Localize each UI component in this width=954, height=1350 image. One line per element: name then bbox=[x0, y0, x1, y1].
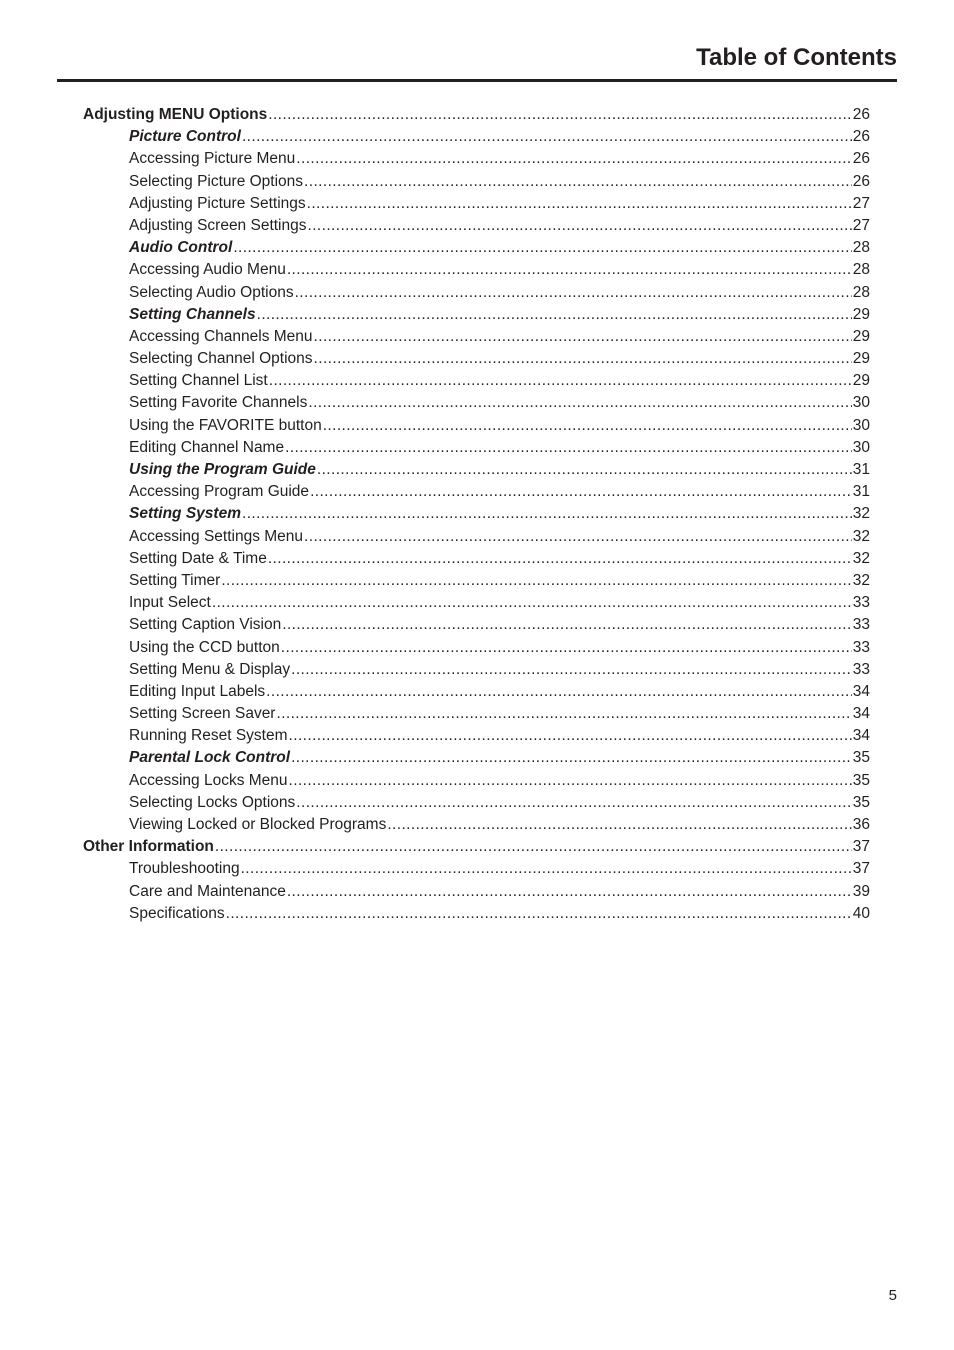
toc-entry-page: 30 bbox=[852, 416, 870, 434]
toc-entry-page: 27 bbox=[852, 216, 870, 234]
toc-entry-title: Setting System bbox=[129, 505, 241, 523]
toc-entry-title: Setting Channel List bbox=[129, 372, 268, 390]
toc-entry-page: 27 bbox=[852, 194, 870, 212]
dot-leader bbox=[215, 836, 852, 858]
toc-entry-page: 37 bbox=[852, 860, 870, 878]
dot-leader bbox=[310, 481, 852, 503]
toc-entry-page: 34 bbox=[852, 705, 870, 723]
toc-entry-title: Accessing Channels Menu bbox=[129, 327, 313, 345]
dot-leader bbox=[304, 526, 852, 548]
toc-entry-title: Setting Channels bbox=[129, 305, 256, 323]
dot-leader bbox=[268, 548, 852, 570]
toc-entry[interactable] bbox=[83, 481, 870, 503]
dot-leader bbox=[233, 237, 851, 259]
toc-entry-title: Other Information bbox=[83, 838, 214, 856]
dot-leader bbox=[295, 282, 852, 304]
toc-entry-title: Care and Maintenance bbox=[129, 882, 286, 900]
toc-entry-page: 32 bbox=[852, 505, 870, 523]
toc-entry[interactable] bbox=[83, 703, 870, 725]
dot-leader bbox=[308, 392, 851, 414]
toc-entry[interactable] bbox=[83, 725, 870, 747]
toc-entry-title: Adjusting MENU Options bbox=[83, 106, 268, 123]
toc-entry[interactable] bbox=[83, 326, 870, 348]
dot-leader bbox=[317, 459, 852, 481]
dot-leader bbox=[287, 881, 852, 903]
toc-section-entry[interactable] bbox=[83, 503, 870, 525]
toc-entry[interactable] bbox=[83, 392, 870, 414]
dot-leader bbox=[241, 858, 852, 880]
toc-entry[interactable] bbox=[83, 592, 870, 614]
dot-leader bbox=[221, 570, 851, 592]
toc-entry-page: 29 bbox=[852, 305, 870, 323]
toc-entry-title: Setting Menu & Display bbox=[129, 660, 291, 678]
dot-leader bbox=[269, 370, 852, 392]
dot-leader bbox=[281, 637, 852, 659]
page-title: Table of Contents bbox=[696, 44, 897, 71]
toc-section-entry[interactable] bbox=[83, 304, 870, 326]
dot-leader bbox=[289, 725, 852, 747]
toc-entry-title: Accessing Audio Menu bbox=[129, 261, 286, 279]
toc-entry-page: 35 bbox=[852, 749, 870, 767]
toc-entry-page: 28 bbox=[852, 261, 870, 279]
toc-entry-page: 34 bbox=[852, 682, 870, 700]
toc-entry-title: Troubleshooting bbox=[129, 860, 240, 878]
dot-leader bbox=[226, 903, 852, 925]
toc-entry-page: 32 bbox=[852, 549, 870, 567]
toc-entry-title: Setting Favorite Channels bbox=[129, 394, 308, 412]
toc-entry-title: Using the FAVORITE button bbox=[129, 416, 322, 434]
toc-section-entry[interactable] bbox=[83, 747, 870, 769]
toc-section-entry[interactable] bbox=[83, 237, 870, 259]
toc-entry-title: Accessing Locks Menu bbox=[129, 771, 288, 789]
toc-entry-title: Editing Input Labels bbox=[129, 682, 266, 700]
dot-leader bbox=[323, 415, 852, 437]
toc-entry-title: Setting Screen Saver bbox=[129, 705, 276, 723]
toc-entry-page: 29 bbox=[852, 327, 870, 345]
toc-entry-title: Accessing Picture Menu bbox=[129, 150, 296, 168]
toc-entry[interactable] bbox=[83, 814, 870, 836]
toc-entry[interactable] bbox=[83, 348, 870, 370]
toc-entry-page: 33 bbox=[852, 660, 870, 678]
toc-entry-page: 26 bbox=[852, 128, 870, 146]
toc-entry-title: Running Reset System bbox=[129, 727, 288, 745]
toc-section-entry[interactable] bbox=[83, 126, 870, 148]
title-divider bbox=[57, 79, 897, 82]
toc-entry-page: 30 bbox=[852, 394, 870, 412]
toc-entry-page: 29 bbox=[852, 350, 870, 368]
dot-leader bbox=[304, 171, 852, 193]
dot-leader bbox=[266, 681, 852, 703]
toc-entry[interactable] bbox=[83, 903, 870, 925]
toc-entry[interactable] bbox=[83, 282, 870, 304]
toc-entry-title: Adjusting Picture Settings bbox=[129, 194, 306, 212]
toc-entry-title: Accessing Program Guide bbox=[129, 483, 310, 501]
dot-leader bbox=[308, 215, 852, 237]
toc-entry-title: Selecting Picture Options bbox=[129, 172, 304, 190]
toc-entry-page: 28 bbox=[852, 239, 870, 257]
dot-leader bbox=[291, 747, 852, 769]
toc-entry-title: Viewing Locked or Blocked Programs bbox=[129, 816, 387, 833]
dot-leader bbox=[291, 659, 852, 681]
toc-section-entry[interactable] bbox=[83, 459, 870, 481]
toc-entry-page: 32 bbox=[852, 527, 870, 545]
toc-entry-title: Audio Control bbox=[129, 239, 233, 257]
toc-entry-page: 33 bbox=[852, 638, 870, 656]
toc-entry[interactable] bbox=[83, 659, 870, 681]
table-of-contents bbox=[83, 104, 870, 925]
toc-entry-page: 31 bbox=[852, 483, 870, 501]
dot-leader bbox=[276, 703, 851, 725]
toc-entry-page: 39 bbox=[852, 882, 870, 900]
dot-leader bbox=[307, 193, 852, 215]
toc-entry-title: Input Select bbox=[129, 594, 211, 612]
dot-leader bbox=[285, 437, 852, 459]
toc-entry[interactable] bbox=[83, 770, 870, 792]
toc-entry[interactable] bbox=[83, 858, 870, 880]
toc-entry-page: 28 bbox=[852, 283, 870, 301]
toc-entry-page: 26 bbox=[852, 172, 870, 190]
page-number: 5 bbox=[888, 1287, 897, 1304]
toc-entry-title: Accessing Settings Menu bbox=[129, 527, 304, 545]
toc-entry[interactable] bbox=[83, 881, 870, 903]
toc-entry-title: Parental Lock Control bbox=[129, 749, 291, 767]
toc-entry-page: 37 bbox=[852, 838, 870, 856]
toc-entry-title: Specifications bbox=[129, 904, 225, 922]
toc-entry-page: 40 bbox=[852, 904, 870, 922]
dot-leader bbox=[296, 148, 851, 170]
toc-entry[interactable] bbox=[83, 614, 870, 636]
toc-entry-page: 36 bbox=[852, 816, 870, 833]
toc-entry-page: 32 bbox=[852, 571, 870, 589]
toc-entry[interactable] bbox=[83, 171, 870, 193]
toc-entry-page: 35 bbox=[852, 793, 870, 811]
toc-entry[interactable] bbox=[83, 148, 870, 170]
toc-entry[interactable] bbox=[83, 193, 870, 215]
dot-leader bbox=[296, 792, 851, 814]
dot-leader bbox=[289, 770, 852, 792]
toc-entry-title: Setting Timer bbox=[129, 571, 221, 589]
toc-entry-page: 29 bbox=[852, 372, 870, 390]
toc-entry-title: Using the Program Guide bbox=[129, 461, 316, 478]
toc-entry[interactable] bbox=[83, 370, 870, 392]
dot-leader bbox=[282, 614, 852, 636]
toc-entry-title: Using the CCD button bbox=[129, 638, 280, 656]
dot-leader bbox=[314, 348, 852, 370]
toc-entry-title: Selecting Audio Options bbox=[129, 283, 294, 301]
toc-entry-page: 26 bbox=[852, 106, 870, 123]
toc-entry-page: 33 bbox=[852, 616, 870, 634]
toc-entry[interactable] bbox=[83, 437, 870, 459]
toc-entry[interactable] bbox=[83, 681, 870, 703]
toc-chapter-entry[interactable] bbox=[83, 836, 870, 858]
toc-entry-page: 34 bbox=[852, 727, 870, 745]
toc-entry[interactable] bbox=[83, 548, 870, 570]
dot-leader bbox=[314, 326, 852, 348]
toc-entry-title: Picture Control bbox=[129, 128, 241, 146]
dot-leader bbox=[242, 126, 852, 148]
dot-leader bbox=[242, 503, 852, 525]
toc-entry-title: Setting Date & Time bbox=[129, 549, 267, 567]
toc-entry-title: Editing Channel Name bbox=[129, 438, 285, 456]
toc-entry-page: 35 bbox=[852, 771, 870, 789]
dot-leader bbox=[257, 304, 852, 326]
dot-leader bbox=[268, 104, 851, 126]
toc-entry[interactable] bbox=[83, 792, 870, 814]
toc-entry-title: Selecting Locks Options bbox=[129, 793, 296, 811]
toc-entry[interactable] bbox=[83, 415, 870, 437]
toc-entry[interactable] bbox=[83, 570, 870, 592]
toc-entry[interactable] bbox=[83, 215, 870, 237]
toc-entry[interactable] bbox=[83, 637, 870, 659]
toc-entry-title: Selecting Channel Options bbox=[129, 350, 313, 368]
dot-leader bbox=[212, 592, 852, 614]
toc-chapter-entry[interactable] bbox=[83, 104, 870, 126]
toc-entry-page: 30 bbox=[852, 438, 870, 456]
dot-leader bbox=[387, 814, 851, 836]
toc-entry-page: 33 bbox=[852, 594, 870, 612]
dot-leader bbox=[287, 259, 852, 281]
toc-entry-page: 26 bbox=[852, 150, 870, 168]
toc-entry-title: Adjusting Screen Settings bbox=[129, 216, 307, 234]
toc-entry-page: 31 bbox=[852, 461, 870, 478]
toc-entry[interactable] bbox=[83, 259, 870, 281]
toc-entry-title: Setting Caption Vision bbox=[129, 616, 282, 634]
toc-entry[interactable] bbox=[83, 526, 870, 548]
